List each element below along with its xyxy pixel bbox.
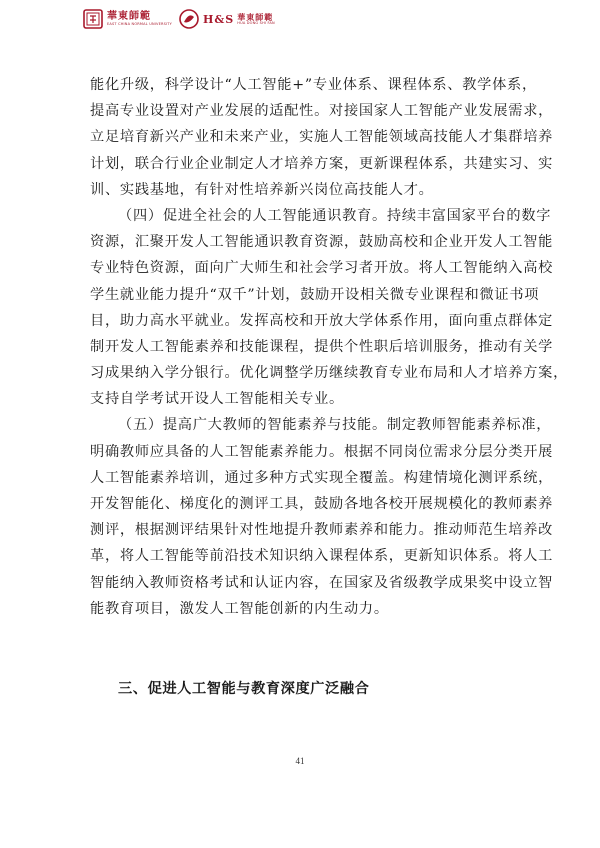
text-line: 习成果纳入学分银行。优化调整学历继续教育专业布局和人才培养方案，: [90, 365, 569, 382]
text-line: 专业特色资源，面向广大师生和社会学习者开放。将人工智能纳入高校: [90, 260, 554, 277]
text-line: 目，助力高水平就业。发挥高校和开放大学体系作用，面向重点群体定: [90, 312, 554, 329]
text-line: 资源，汇聚开发人工智能通识教育资源，鼓励高校和企业开发人工智能: [90, 234, 554, 251]
text-line: 制开发人工智能素养和技能课程，提供个性职后培训服务，推动有关学: [90, 338, 554, 355]
text-line: 能教育项目，激发人工智能创新的内生动力。: [90, 600, 389, 617]
body-text: [90, 72, 569, 622]
text-line: 开发智能化、梯度化的测评工具，鼓励各地各校开展规模化的教师素养: [90, 496, 554, 512]
text-line: 学生就业能力提升“双千”计划，鼓励开设相关微专业课程和微证书项: [90, 286, 540, 303]
text-line: 计划，联合行业企业制定人才培养方案，更新课程体系，共建实习、实: [90, 155, 554, 172]
ecnu-logo-text: 華東師範: [107, 10, 151, 22]
hs-logo-name: 華東師範: [237, 11, 274, 22]
text-line: 明确教师应具备的人工智能素养能力。根据不同岗位需求分层分类开展: [90, 443, 554, 460]
section-heading: 三、促进人工智能与教育深度广泛融合: [118, 681, 370, 697]
text-line: （五）提高广大教师的智能素养与技能。制定教师智能素养标准，: [118, 417, 552, 434]
text-line: 训、实践基地，有针对性培养新兴岗位高技能人才。: [90, 181, 434, 198]
text-line: 人工智能素养培训，通过多种方式实现全覆盖。构建情境化测评系统，: [90, 469, 554, 486]
hs-logo-subtext: HUA DONG SHI FAN: [237, 20, 275, 25]
text-line: 提高专业设置对产业发展的适配性。对接国家人工智能产业发展需求，: [90, 103, 554, 120]
text-line: 革，将人工智能等前沿技术知识纳入课程体系，更新知识体系。将人工: [90, 548, 554, 565]
hs-circle-icon: [178, 8, 200, 30]
page-header: [82, 6, 275, 32]
text-line: 智能纳入教师资格考试和认证内容，在国家及省级教学成果奖中设立智: [90, 574, 554, 591]
page-number: 41: [295, 756, 305, 766]
text-line: 能化升级，科学设计“人工智能+”专业体系、课程体系、教学体系，: [90, 77, 537, 93]
text-line: 立足培育新兴产业和未来产业，实施人工智能领域高技能人才集群培养: [90, 129, 554, 146]
ecnu-logo: [82, 8, 172, 30]
ecnu-seal-icon: [82, 8, 104, 30]
text-line: 测评，根据测评结果针对性地提升教师素养和能力。推动师范生培养改: [90, 522, 554, 539]
text-line: （四）促进全社会的人工智能通识教育。持续丰富国家平台的数字: [118, 207, 552, 224]
hs-logo: [178, 8, 275, 30]
hs-logo-text: H&S: [202, 12, 235, 26]
ecnu-logo-subtext: EAST CHINA NORMAL UNIVERSITY: [107, 21, 172, 26]
text-line: 支持自学考试开设人工智能相关专业。: [90, 391, 344, 408]
